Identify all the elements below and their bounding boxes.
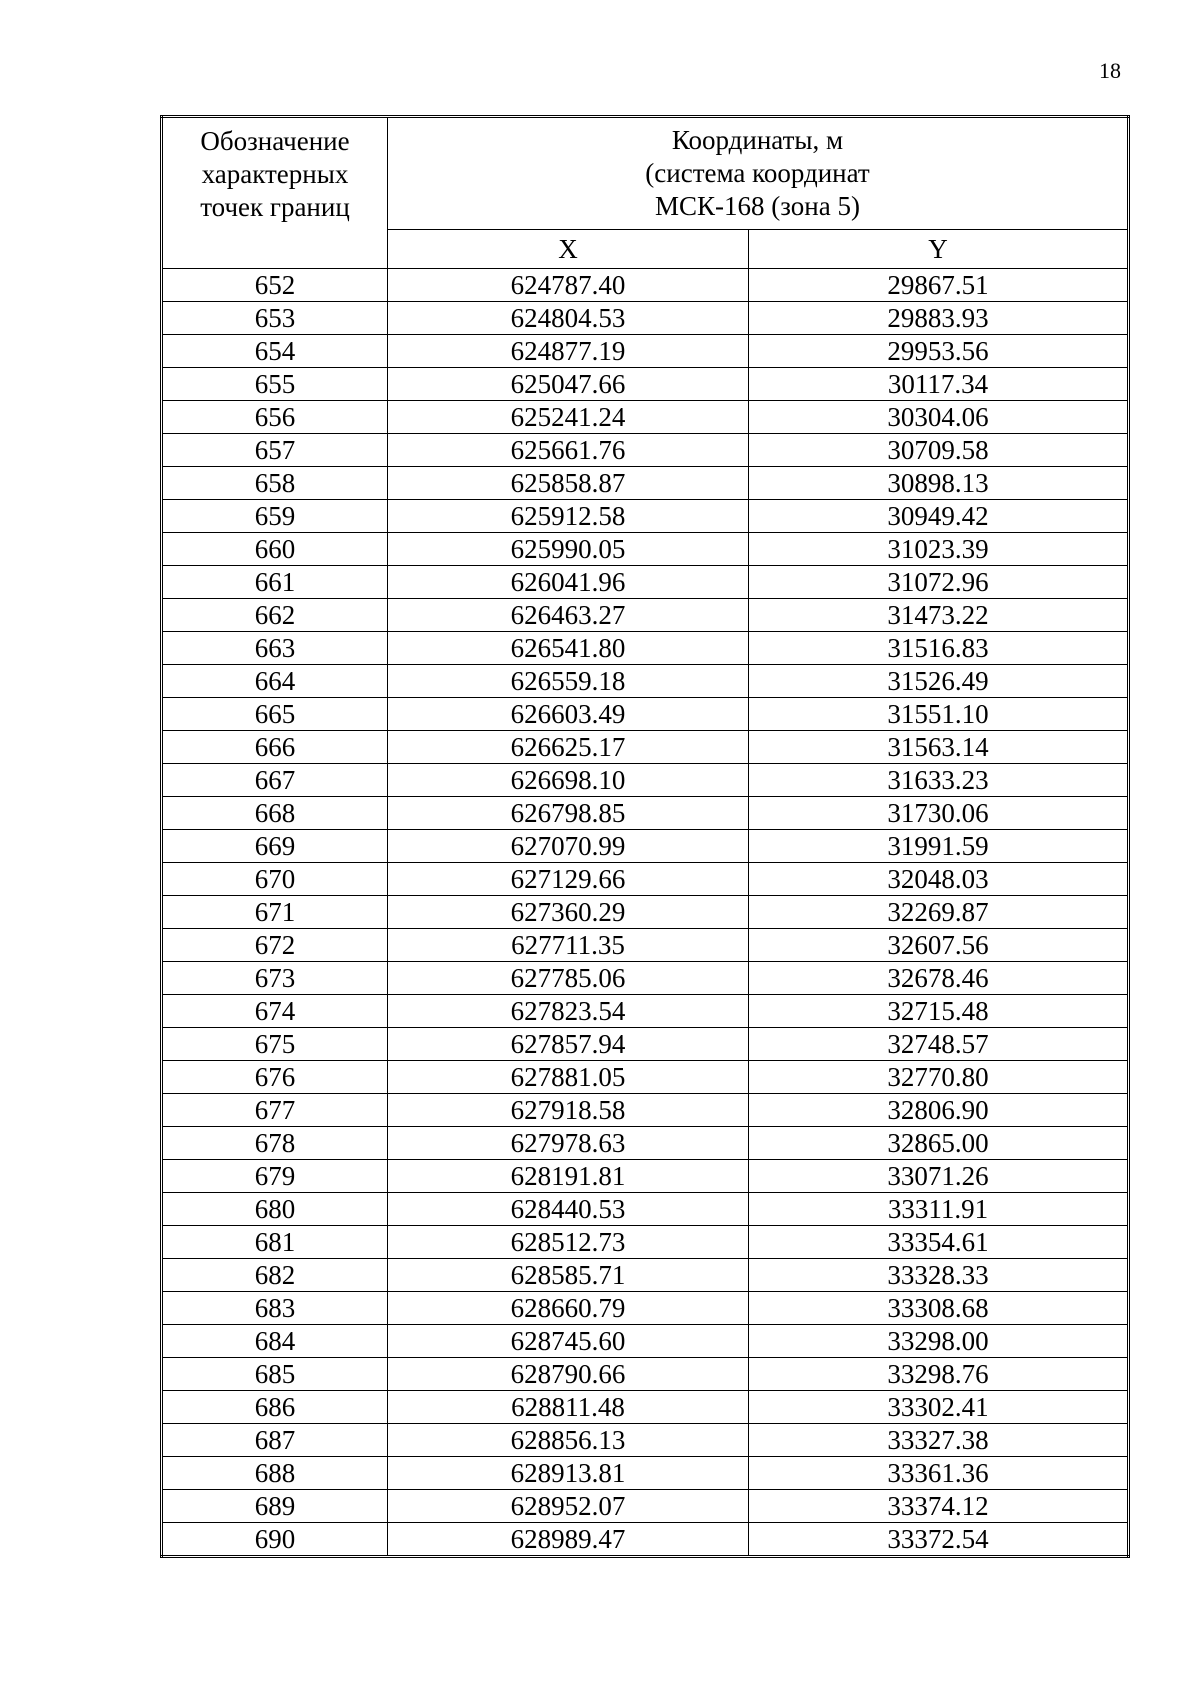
y-coordinate-cell: 31526.49 — [749, 665, 1129, 698]
x-column-header: X — [388, 230, 749, 269]
x-coordinate-cell: 626041.96 — [388, 566, 749, 599]
point-cell: 675 — [162, 1028, 388, 1061]
table-row — [162, 1193, 1129, 1226]
point-cell: 655 — [162, 368, 388, 401]
y-coordinate-cell: 31991.59 — [749, 830, 1129, 863]
x-coordinate-cell: 627129.66 — [388, 863, 749, 896]
x-coordinate-cell: 626541.80 — [388, 632, 749, 665]
x-coordinate-cell: 628811.48 — [388, 1391, 749, 1424]
y-coordinate-cell: 33374.12 — [749, 1490, 1129, 1523]
y-coordinate-cell: 33311.91 — [749, 1193, 1129, 1226]
page-number: 18 — [1099, 58, 1121, 83]
point-cell: 677 — [162, 1094, 388, 1127]
x-coordinate-cell: 625241.24 — [388, 401, 749, 434]
table-row — [162, 962, 1129, 995]
point-cell: 682 — [162, 1259, 388, 1292]
y-coordinate-cell: 33302.41 — [749, 1391, 1129, 1424]
y-coordinate-cell: 29953.56 — [749, 335, 1129, 368]
point-cell: 662 — [162, 599, 388, 632]
point-header-line: Обозначение — [200, 126, 350, 156]
table-row — [162, 1391, 1129, 1424]
y-coordinate-cell: 31516.83 — [749, 632, 1129, 665]
x-coordinate-cell: 627785.06 — [388, 962, 749, 995]
point-cell: 669 — [162, 830, 388, 863]
x-coordinate-cell: 624877.19 — [388, 335, 749, 368]
coordinates-table — [160, 115, 1130, 1558]
table-row — [162, 1160, 1129, 1193]
point-cell: 663 — [162, 632, 388, 665]
table-row — [162, 665, 1129, 698]
point-cell: 668 — [162, 797, 388, 830]
point-cell: 666 — [162, 731, 388, 764]
point-cell: 683 — [162, 1292, 388, 1325]
y-coordinate-cell: 32715.48 — [749, 995, 1129, 1028]
x-coordinate-cell: 628745.60 — [388, 1325, 749, 1358]
table-row — [162, 632, 1129, 665]
y-coordinate-cell: 33071.26 — [749, 1160, 1129, 1193]
point-cell: 665 — [162, 698, 388, 731]
y-coordinate-cell: 31072.96 — [749, 566, 1129, 599]
y-column-header: Y — [749, 230, 1129, 269]
point-cell: 661 — [162, 566, 388, 599]
table-row — [162, 896, 1129, 929]
y-coordinate-cell: 33328.33 — [749, 1259, 1129, 1292]
table-row — [162, 401, 1129, 434]
y-coordinate-cell: 32269.87 — [749, 896, 1129, 929]
table-row — [162, 434, 1129, 467]
y-coordinate-cell: 31563.14 — [749, 731, 1129, 764]
table-row — [162, 731, 1129, 764]
x-coordinate-cell: 625858.87 — [388, 467, 749, 500]
x-coordinate-cell: 624804.53 — [388, 302, 749, 335]
x-coordinate-cell: 628440.53 — [388, 1193, 749, 1226]
x-coordinate-cell: 625912.58 — [388, 500, 749, 533]
table-row — [162, 335, 1129, 368]
table-row — [162, 500, 1129, 533]
point-cell: 680 — [162, 1193, 388, 1226]
x-coordinate-cell: 628585.71 — [388, 1259, 749, 1292]
y-coordinate-cell: 31633.23 — [749, 764, 1129, 797]
y-coordinate-cell: 29883.93 — [749, 302, 1129, 335]
table-row — [162, 1292, 1129, 1325]
table-body — [162, 269, 1129, 1557]
table-row — [162, 797, 1129, 830]
coords-header-line: МСК-168 (зона 5) — [655, 191, 860, 221]
x-coordinate-cell: 625661.76 — [388, 434, 749, 467]
x-coordinate-cell: 628952.07 — [388, 1490, 749, 1523]
x-coordinate-cell: 627918.58 — [388, 1094, 749, 1127]
table-row — [162, 1457, 1129, 1490]
point-cell: 689 — [162, 1490, 388, 1523]
table-row — [162, 764, 1129, 797]
coords-header-line: Координаты, м — [671, 125, 844, 155]
y-coordinate-cell: 33372.54 — [749, 1523, 1129, 1557]
point-cell: 658 — [162, 467, 388, 500]
x-coordinate-cell: 627360.29 — [388, 896, 749, 929]
y-coordinate-cell: 31023.39 — [749, 533, 1129, 566]
table-row — [162, 1358, 1129, 1391]
x-coordinate-cell: 626625.17 — [388, 731, 749, 764]
point-header-line: характерных — [201, 159, 349, 189]
y-coordinate-cell: 33354.61 — [749, 1226, 1129, 1259]
point-cell: 690 — [162, 1523, 388, 1557]
coordinates-header — [388, 117, 1129, 230]
table-row — [162, 599, 1129, 632]
point-cell: 656 — [162, 401, 388, 434]
x-coordinate-cell: 626698.10 — [388, 764, 749, 797]
point-cell: 686 — [162, 1391, 388, 1424]
x-coordinate-cell: 628913.81 — [388, 1457, 749, 1490]
table-row — [162, 566, 1129, 599]
table-row — [162, 1094, 1129, 1127]
table-row — [162, 302, 1129, 335]
y-coordinate-cell: 30117.34 — [749, 368, 1129, 401]
point-cell: 654 — [162, 335, 388, 368]
table-row — [162, 1061, 1129, 1094]
table-header — [162, 117, 1129, 269]
table-row — [162, 1424, 1129, 1457]
point-cell: 681 — [162, 1226, 388, 1259]
y-coordinate-cell: 32048.03 — [749, 863, 1129, 896]
table-row — [162, 1523, 1129, 1557]
x-coordinate-cell: 626798.85 — [388, 797, 749, 830]
x-coordinate-cell: 628512.73 — [388, 1226, 749, 1259]
point-cell: 659 — [162, 500, 388, 533]
point-cell: 688 — [162, 1457, 388, 1490]
x-coordinate-cell: 625047.66 — [388, 368, 749, 401]
x-coordinate-cell: 624787.40 — [388, 269, 749, 302]
point-cell: 652 — [162, 269, 388, 302]
point-cell: 679 — [162, 1160, 388, 1193]
point-cell: 674 — [162, 995, 388, 1028]
point-cell: 672 — [162, 929, 388, 962]
coords-header-line: (система координат — [645, 158, 870, 188]
x-coordinate-cell: 625990.05 — [388, 533, 749, 566]
table-row — [162, 1259, 1129, 1292]
point-cell: 684 — [162, 1325, 388, 1358]
x-coordinate-cell: 627978.63 — [388, 1127, 749, 1160]
x-coordinate-cell: 627823.54 — [388, 995, 749, 1028]
table-row — [162, 269, 1129, 302]
table-row — [162, 1325, 1129, 1358]
x-coordinate-cell: 627881.05 — [388, 1061, 749, 1094]
y-coordinate-cell: 32806.90 — [749, 1094, 1129, 1127]
point-cell: 678 — [162, 1127, 388, 1160]
point-cell: 653 — [162, 302, 388, 335]
point-cell: 685 — [162, 1358, 388, 1391]
x-coordinate-cell: 628191.81 — [388, 1160, 749, 1193]
point-cell: 687 — [162, 1424, 388, 1457]
y-coordinate-cell: 33361.36 — [749, 1457, 1129, 1490]
x-coordinate-cell: 627857.94 — [388, 1028, 749, 1061]
table-row — [162, 1226, 1129, 1259]
table-row — [162, 929, 1129, 962]
point-cell: 671 — [162, 896, 388, 929]
table-row — [162, 1127, 1129, 1160]
x-coordinate-cell: 626463.27 — [388, 599, 749, 632]
point-cell: 664 — [162, 665, 388, 698]
point-cell: 676 — [162, 1061, 388, 1094]
x-coordinate-cell: 626603.49 — [388, 698, 749, 731]
y-coordinate-cell: 32865.00 — [749, 1127, 1129, 1160]
point-cell: 657 — [162, 434, 388, 467]
y-coordinate-cell: 31473.22 — [749, 599, 1129, 632]
point-header-line: точек границ — [200, 192, 350, 222]
point-cell: 660 — [162, 533, 388, 566]
table-row — [162, 467, 1129, 500]
table-row — [162, 863, 1129, 896]
y-coordinate-cell: 33308.68 — [749, 1292, 1129, 1325]
y-coordinate-cell: 32770.80 — [749, 1061, 1129, 1094]
point-designation-header — [162, 117, 388, 269]
table-row — [162, 533, 1129, 566]
table-row — [162, 698, 1129, 731]
x-coordinate-cell: 627711.35 — [388, 929, 749, 962]
table-row — [162, 1490, 1129, 1523]
y-coordinate-cell: 31551.10 — [749, 698, 1129, 731]
x-coordinate-cell: 628989.47 — [388, 1523, 749, 1557]
y-coordinate-cell: 33298.00 — [749, 1325, 1129, 1358]
y-coordinate-cell: 30949.42 — [749, 500, 1129, 533]
point-cell: 670 — [162, 863, 388, 896]
x-coordinate-cell: 628856.13 — [388, 1424, 749, 1457]
y-coordinate-cell: 30898.13 — [749, 467, 1129, 500]
table-row — [162, 1028, 1129, 1061]
point-cell: 673 — [162, 962, 388, 995]
y-coordinate-cell: 29867.51 — [749, 269, 1129, 302]
point-cell: 667 — [162, 764, 388, 797]
x-coordinate-cell: 627070.99 — [388, 830, 749, 863]
table-row — [162, 995, 1129, 1028]
x-coordinate-cell: 628790.66 — [388, 1358, 749, 1391]
y-coordinate-cell: 32748.57 — [749, 1028, 1129, 1061]
y-coordinate-cell: 32678.46 — [749, 962, 1129, 995]
x-coordinate-cell: 626559.18 — [388, 665, 749, 698]
table-row — [162, 830, 1129, 863]
y-coordinate-cell: 30709.58 — [749, 434, 1129, 467]
table-row — [162, 368, 1129, 401]
x-coordinate-cell: 628660.79 — [388, 1292, 749, 1325]
y-coordinate-cell: 30304.06 — [749, 401, 1129, 434]
y-coordinate-cell: 33327.38 — [749, 1424, 1129, 1457]
y-coordinate-cell: 32607.56 — [749, 929, 1129, 962]
y-coordinate-cell: 31730.06 — [749, 797, 1129, 830]
y-coordinate-cell: 33298.76 — [749, 1358, 1129, 1391]
